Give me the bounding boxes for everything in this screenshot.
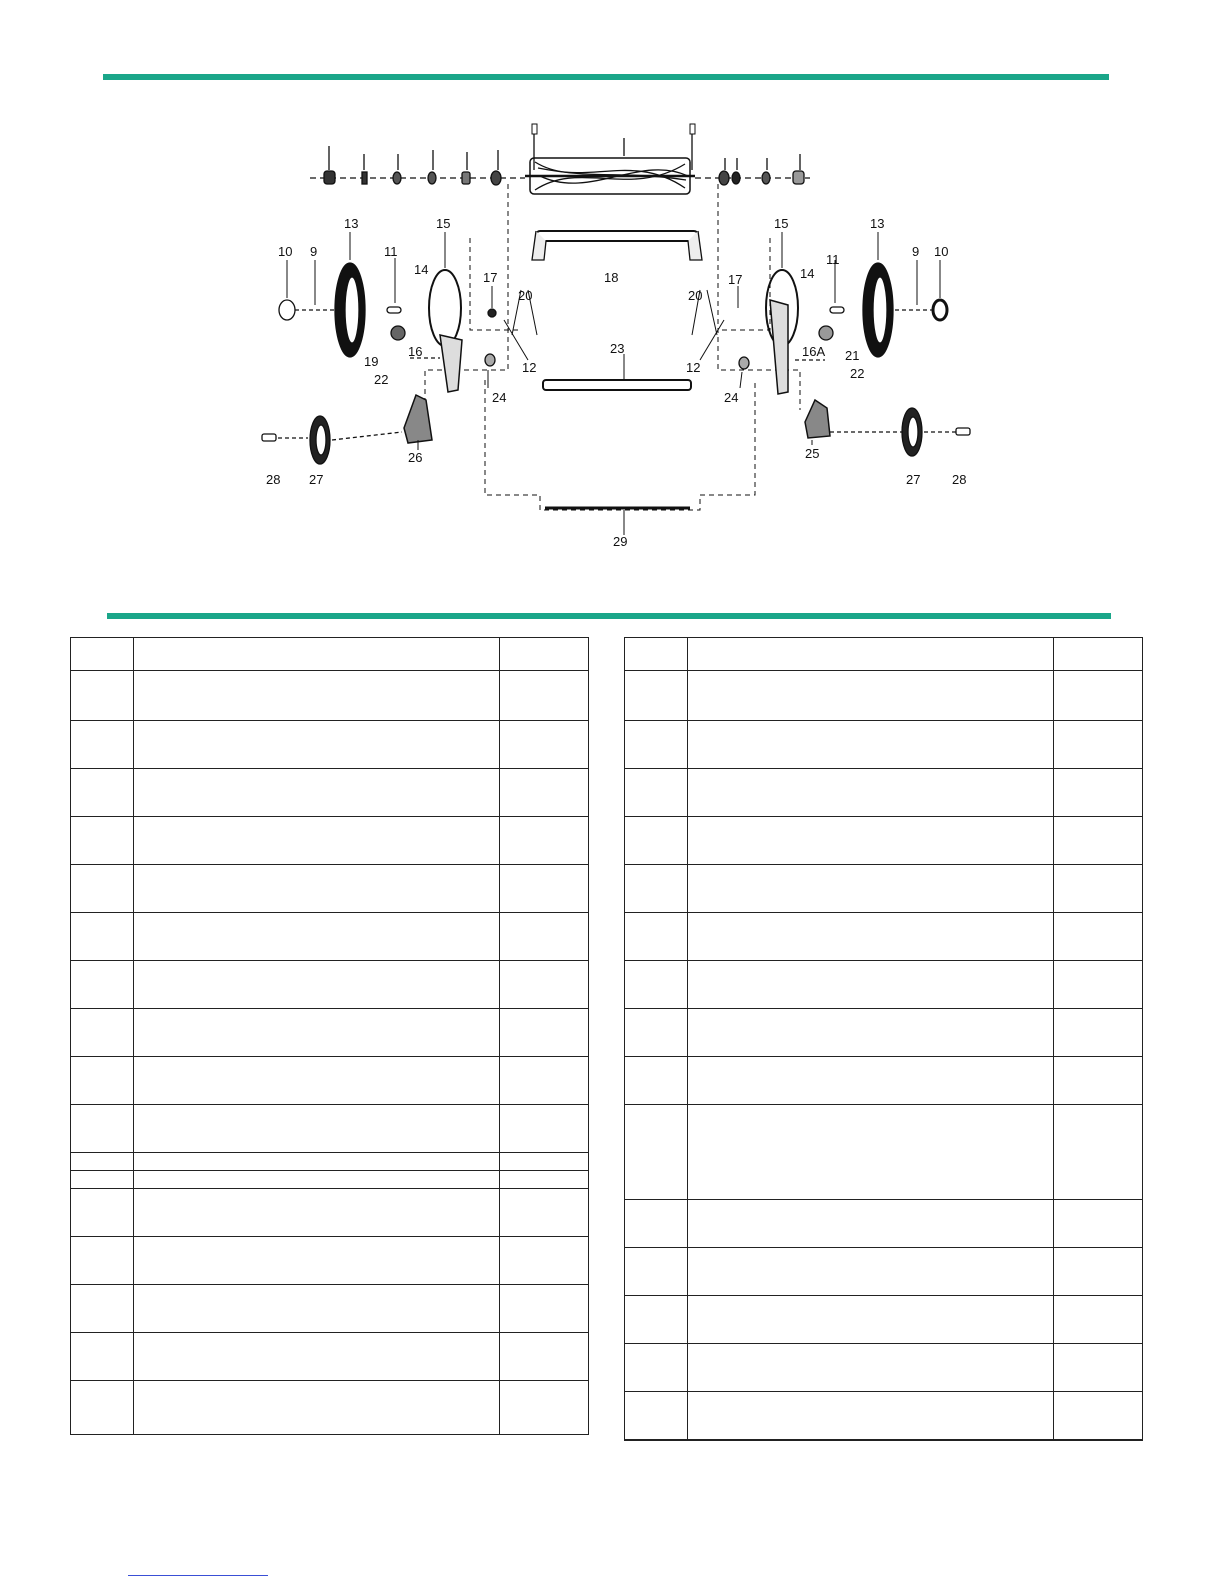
table-cell bbox=[134, 865, 500, 913]
table-cell bbox=[134, 1009, 500, 1057]
table-cell bbox=[134, 1153, 500, 1171]
table-cell bbox=[71, 1333, 134, 1381]
table-cell bbox=[134, 1057, 500, 1105]
table-cell bbox=[134, 1171, 500, 1189]
table-row bbox=[71, 1333, 589, 1381]
table-cell bbox=[500, 1333, 589, 1381]
table-row bbox=[71, 1009, 589, 1057]
table-row bbox=[71, 671, 589, 721]
table-cell bbox=[688, 961, 1054, 1009]
table-row bbox=[625, 1248, 1143, 1296]
table-cell bbox=[500, 1153, 589, 1171]
table-row bbox=[71, 1189, 589, 1237]
table-cell bbox=[625, 913, 688, 961]
table-row bbox=[625, 1105, 1143, 1200]
table-cell bbox=[625, 1200, 688, 1248]
parts-table-left bbox=[70, 637, 589, 1435]
callout-22-left: 22 bbox=[374, 372, 389, 387]
table-cell bbox=[71, 769, 134, 817]
table-cell bbox=[1054, 961, 1143, 1009]
right-wheel bbox=[863, 263, 947, 357]
callout-23: 23 bbox=[610, 341, 625, 356]
table-cell bbox=[688, 913, 1054, 961]
table-cell bbox=[688, 1200, 1054, 1248]
callout-20-right: 20 bbox=[688, 288, 703, 303]
exploded-parts-diagram bbox=[240, 110, 1020, 555]
callout-22-right: 22 bbox=[850, 366, 865, 381]
table-row bbox=[71, 1057, 589, 1105]
table-cell bbox=[500, 1105, 589, 1153]
table-row bbox=[625, 769, 1143, 817]
callout-10-left: 10 bbox=[278, 244, 293, 259]
table-cell bbox=[134, 1381, 500, 1435]
table-cell bbox=[625, 865, 688, 913]
table-row bbox=[71, 913, 589, 961]
table-row bbox=[625, 1296, 1143, 1344]
table-cell bbox=[71, 1237, 134, 1285]
table-cell bbox=[688, 638, 1054, 671]
table-cell bbox=[1054, 638, 1143, 671]
table-cell bbox=[71, 961, 134, 1009]
callout-13-right: 13 bbox=[870, 216, 885, 231]
table-cell bbox=[71, 1105, 134, 1153]
table-cell bbox=[688, 1057, 1054, 1105]
table-row bbox=[71, 1105, 589, 1153]
callout-15-right: 15 bbox=[774, 216, 789, 231]
table-cell bbox=[1054, 1392, 1143, 1440]
callout-28-left: 28 bbox=[266, 472, 281, 487]
table-cell bbox=[688, 865, 1054, 913]
table-cell bbox=[688, 1105, 1054, 1200]
callout-13-left: 13 bbox=[344, 216, 359, 231]
table-row bbox=[71, 817, 589, 865]
callout-12-right: 12 bbox=[686, 360, 701, 375]
table-cell bbox=[71, 721, 134, 769]
table-cell bbox=[625, 961, 688, 1009]
table-row bbox=[71, 1285, 589, 1333]
table-cell bbox=[1054, 865, 1143, 913]
table-cell bbox=[1054, 671, 1143, 721]
handle-bracket bbox=[532, 231, 702, 260]
callout-27-left: 27 bbox=[309, 472, 324, 487]
diagram-callouts bbox=[266, 216, 966, 549]
table-row bbox=[71, 865, 589, 913]
table-header-row bbox=[625, 638, 1143, 671]
table-cell bbox=[688, 671, 1054, 721]
table-cell bbox=[134, 1285, 500, 1333]
callout-27-right: 27 bbox=[906, 472, 921, 487]
table-cell bbox=[500, 671, 589, 721]
table-row bbox=[71, 1153, 589, 1171]
table-cell bbox=[500, 913, 589, 961]
table-cell bbox=[500, 1057, 589, 1105]
callout-28-right: 28 bbox=[952, 472, 967, 487]
table-cell bbox=[71, 638, 134, 671]
table-cell bbox=[625, 1009, 688, 1057]
table-cell bbox=[625, 1057, 688, 1105]
table-cell bbox=[688, 721, 1054, 769]
table-cell bbox=[134, 961, 500, 1009]
table-cell bbox=[1054, 721, 1143, 769]
table-row bbox=[71, 961, 589, 1009]
table-cell bbox=[71, 1009, 134, 1057]
callout-9-right: 9 bbox=[912, 244, 920, 259]
parts-table-right bbox=[624, 637, 1143, 1441]
reel-assembly bbox=[525, 158, 695, 194]
table-cell bbox=[134, 817, 500, 865]
table-cell bbox=[688, 1248, 1054, 1296]
callout-10-right: 10 bbox=[934, 244, 949, 259]
table-cell bbox=[1054, 1248, 1143, 1296]
table-cell bbox=[625, 1344, 688, 1392]
front-bar bbox=[543, 380, 691, 390]
table-row bbox=[71, 721, 589, 769]
table-cell bbox=[625, 817, 688, 865]
callout-17-left: 17 bbox=[483, 270, 498, 285]
callout-24-right: 24 bbox=[724, 390, 739, 405]
table-cell bbox=[625, 1105, 688, 1200]
callout-18: 18 bbox=[604, 270, 619, 285]
table-row bbox=[625, 1200, 1143, 1248]
table-row bbox=[625, 1009, 1143, 1057]
table-row bbox=[71, 769, 589, 817]
callout-25: 25 bbox=[805, 446, 820, 461]
table-cell bbox=[134, 638, 500, 671]
table-cell bbox=[134, 721, 500, 769]
table-row bbox=[625, 1344, 1143, 1392]
table-cell bbox=[71, 1189, 134, 1237]
table-cell bbox=[71, 913, 134, 961]
table-cell bbox=[71, 1285, 134, 1333]
table-cell bbox=[71, 1153, 134, 1171]
callout-20-left: 20 bbox=[518, 288, 533, 303]
table-row bbox=[71, 1381, 589, 1435]
left-caster-assembly bbox=[262, 395, 432, 464]
table-cell bbox=[500, 1189, 589, 1237]
section-rule bbox=[107, 613, 1111, 619]
table-cell bbox=[500, 817, 589, 865]
table-cell bbox=[134, 671, 500, 721]
table-cell bbox=[500, 721, 589, 769]
footer-link-underline[interactable] bbox=[128, 1575, 268, 1576]
callout-14-left: 14 bbox=[414, 262, 429, 277]
table-cell bbox=[688, 817, 1054, 865]
callout-16: 16 bbox=[408, 344, 423, 359]
table-cell bbox=[500, 769, 589, 817]
table-cell bbox=[71, 1171, 134, 1189]
table-cell bbox=[71, 1057, 134, 1105]
table-cell bbox=[500, 1237, 589, 1285]
table-row bbox=[625, 721, 1143, 769]
table-cell bbox=[134, 1333, 500, 1381]
table-row bbox=[625, 913, 1143, 961]
callout-14-right: 14 bbox=[800, 266, 815, 281]
table-cell bbox=[71, 817, 134, 865]
table-cell bbox=[134, 1237, 500, 1285]
table-cell bbox=[625, 769, 688, 817]
table-cell bbox=[625, 671, 688, 721]
table-row bbox=[625, 1392, 1143, 1440]
callout-11-left: 11 bbox=[384, 244, 398, 259]
table-cell bbox=[134, 1105, 500, 1153]
table-cell bbox=[625, 1248, 688, 1296]
table-cell bbox=[1054, 1296, 1143, 1344]
table-cell bbox=[71, 671, 134, 721]
table-header-row bbox=[71, 638, 589, 671]
callout-9-left: 9 bbox=[310, 244, 318, 259]
table-cell bbox=[1054, 817, 1143, 865]
table-cell bbox=[500, 1171, 589, 1189]
callout-12-left: 12 bbox=[522, 360, 537, 375]
table-cell bbox=[1054, 913, 1143, 961]
table-cell bbox=[688, 769, 1054, 817]
table-cell bbox=[1054, 769, 1143, 817]
table-cell bbox=[500, 961, 589, 1009]
table-row bbox=[625, 817, 1143, 865]
table-cell bbox=[500, 1009, 589, 1057]
callout-29: 29 bbox=[613, 534, 628, 549]
callout-21: 21 bbox=[845, 348, 860, 363]
table-cell bbox=[500, 1285, 589, 1333]
table-cell bbox=[688, 1009, 1054, 1057]
callout-15-left: 15 bbox=[436, 216, 451, 231]
table-cell bbox=[625, 1392, 688, 1440]
table-cell bbox=[688, 1344, 1054, 1392]
callout-24-left: 24 bbox=[492, 390, 507, 405]
table-cell bbox=[1054, 1344, 1143, 1392]
callout-11-right: 11 bbox=[826, 252, 840, 267]
table-cell bbox=[625, 1296, 688, 1344]
left-wheel bbox=[279, 263, 365, 357]
top-rule bbox=[103, 74, 1109, 80]
table-cell bbox=[71, 865, 134, 913]
table-cell bbox=[1054, 1009, 1143, 1057]
left-side-frame bbox=[429, 270, 462, 392]
table-cell bbox=[71, 1381, 134, 1435]
table-cell bbox=[1054, 1057, 1143, 1105]
table-row bbox=[71, 1237, 589, 1285]
table-row bbox=[71, 1171, 589, 1189]
table-cell bbox=[688, 1392, 1054, 1440]
right-side-frame bbox=[766, 270, 798, 394]
table-cell bbox=[500, 865, 589, 913]
table-cell bbox=[688, 1296, 1054, 1344]
table-cell bbox=[134, 769, 500, 817]
table-cell bbox=[625, 721, 688, 769]
table-row bbox=[625, 961, 1143, 1009]
callout-17-right: 17 bbox=[728, 272, 743, 287]
table-row bbox=[625, 1057, 1143, 1105]
table-row bbox=[625, 671, 1143, 721]
callout-26: 26 bbox=[408, 450, 423, 465]
callout-16a: 16A bbox=[802, 344, 826, 359]
table-cell bbox=[134, 913, 500, 961]
right-caster-assembly bbox=[805, 400, 970, 456]
table-row bbox=[625, 865, 1143, 913]
table-cell bbox=[134, 1189, 500, 1237]
table-cell bbox=[1054, 1105, 1143, 1200]
table-cell bbox=[500, 638, 589, 671]
table-cell bbox=[500, 1381, 589, 1435]
table-cell bbox=[1054, 1200, 1143, 1248]
callout-19: 19 bbox=[364, 354, 379, 369]
table-cell bbox=[625, 638, 688, 671]
